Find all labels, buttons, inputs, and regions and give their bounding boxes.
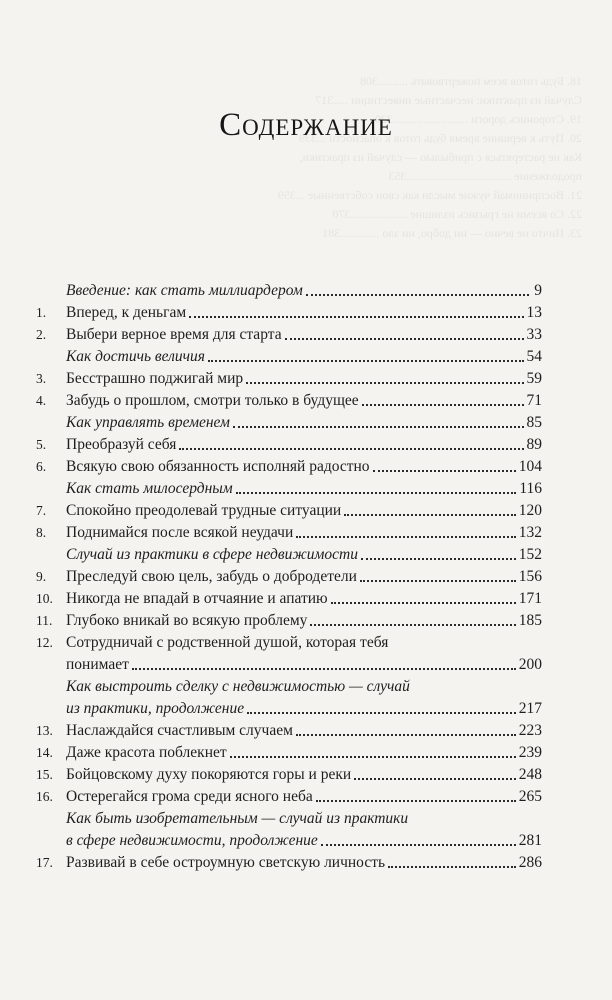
toc-entry bbox=[36, 324, 542, 346]
toc-text: Спокойно преодолевай трудные ситуации bbox=[66, 502, 342, 519]
toc-entry bbox=[36, 346, 542, 368]
toc-text: Бесстрашно поджигай мир bbox=[66, 370, 244, 387]
toc-leader bbox=[296, 734, 516, 736]
toc-leader bbox=[316, 800, 516, 802]
toc-text: Как стать милосердным bbox=[66, 480, 233, 497]
toc-entry bbox=[36, 390, 542, 412]
toc-number bbox=[36, 808, 66, 830]
toc-line bbox=[36, 742, 542, 764]
toc-entry bbox=[36, 544, 542, 566]
toc-number: 4. bbox=[36, 393, 47, 408]
toc-entry bbox=[36, 808, 542, 852]
toc-page-number: 85 bbox=[526, 414, 542, 431]
toc-entry bbox=[36, 632, 542, 676]
toc-leader bbox=[132, 668, 516, 670]
toc-line bbox=[36, 764, 542, 786]
toc-line bbox=[36, 280, 542, 302]
toc-entry bbox=[36, 566, 542, 588]
toc-text-continued: понимает bbox=[66, 656, 129, 673]
ghost-line: 21. Воспринимай чужие мысли как свои собственные ...359 bbox=[277, 188, 582, 202]
toc-line bbox=[36, 522, 542, 544]
toc-entry bbox=[36, 478, 542, 500]
ghost-line: продолжение ...................................353 bbox=[388, 169, 582, 183]
toc-page-number: 185 bbox=[518, 612, 542, 629]
toc-text: Введение: как стать миллиардером bbox=[66, 282, 303, 299]
ghost-line: 22. Со всеми не грызись излишне ...................370 bbox=[332, 207, 582, 221]
toc-page-number: 217 bbox=[518, 700, 542, 717]
toc-number: 3. bbox=[36, 371, 47, 386]
ghost-line: 20. Путь к вершине время будь готов к опасности ...339 bbox=[299, 131, 582, 145]
ghost-line: 18. Будь готов всем пожертвовать ..........308 bbox=[359, 74, 582, 88]
toc-entry bbox=[36, 412, 542, 434]
toc-number bbox=[36, 676, 66, 698]
toc-number: 11. bbox=[36, 613, 53, 628]
toc-page-number: 239 bbox=[518, 744, 542, 761]
toc-number: 8. bbox=[36, 525, 47, 540]
toc-page-number: 120 bbox=[518, 502, 542, 519]
toc-line bbox=[36, 302, 542, 324]
toc-text: Бойцовскому духу покоряются горы и реки bbox=[66, 766, 352, 783]
toc-number: 13. bbox=[36, 723, 53, 738]
toc-line bbox=[36, 808, 542, 830]
toc-leader bbox=[246, 382, 523, 384]
ghost-line: 23. Ничто не вечно — ни добро, ни зло .............381 bbox=[322, 226, 582, 240]
toc-leader bbox=[361, 558, 516, 560]
toc-number: 9. bbox=[36, 569, 47, 584]
toc-line bbox=[36, 434, 542, 456]
toc-number: 14. bbox=[36, 745, 53, 760]
ghost-line: Как не растеряться с прибылью — случай из практики, bbox=[299, 150, 582, 164]
toc-text: Развивай в себе остроумную светскую личность bbox=[66, 854, 386, 871]
toc-page-number: 9 bbox=[534, 282, 542, 299]
toc-line bbox=[36, 368, 542, 390]
toc-leader bbox=[331, 602, 516, 604]
toc-entry bbox=[36, 434, 542, 456]
toc-line bbox=[36, 852, 542, 874]
toc-line bbox=[36, 654, 542, 676]
toc-number: 15. bbox=[36, 767, 53, 782]
toc-entry bbox=[36, 280, 542, 302]
toc-text: Всякую свою обязанность исполняй радостно bbox=[66, 458, 370, 475]
table-of-contents bbox=[36, 280, 542, 874]
toc-number: 12. bbox=[36, 635, 53, 650]
toc-entry bbox=[36, 368, 542, 390]
toc-page-number: 71 bbox=[526, 392, 542, 409]
toc-text: Наслаждайся счастливым случаем bbox=[66, 722, 293, 739]
toc-leader bbox=[189, 316, 523, 318]
toc-page-number: 116 bbox=[519, 480, 542, 497]
toc-number: 16. bbox=[36, 789, 53, 804]
toc-text: Преобразуй себя bbox=[66, 436, 177, 453]
toc-line bbox=[36, 830, 542, 852]
toc-page-number: 13 bbox=[526, 304, 542, 321]
toc-leader bbox=[344, 514, 516, 516]
toc-leader bbox=[310, 624, 515, 626]
toc-page-number: 200 bbox=[518, 656, 542, 673]
toc-page-number: 59 bbox=[526, 370, 542, 387]
toc-page-number: 265 bbox=[518, 788, 542, 805]
toc-page-number: 248 bbox=[518, 766, 542, 783]
toc-line bbox=[36, 500, 542, 522]
toc-text: Как выстроить сделку с недвижимостью — случай bbox=[66, 678, 410, 695]
toc-entry bbox=[36, 500, 542, 522]
toc-leader bbox=[208, 360, 524, 362]
toc-page-number: 223 bbox=[518, 722, 542, 739]
toc-line bbox=[36, 632, 542, 654]
toc-leader bbox=[360, 580, 516, 582]
toc-text-continued: в сфере недвижимости, продолжение bbox=[66, 832, 318, 849]
toc-line bbox=[36, 676, 542, 698]
page-title: Содержание bbox=[219, 107, 393, 143]
toc-line bbox=[36, 390, 542, 412]
toc-number: 1. bbox=[36, 305, 47, 320]
toc-entry bbox=[36, 742, 542, 764]
toc-number: 10. bbox=[36, 591, 53, 606]
toc-leader bbox=[321, 844, 516, 846]
toc-line bbox=[36, 588, 542, 610]
toc-number: 5. bbox=[36, 437, 47, 452]
toc-leader bbox=[306, 294, 529, 296]
toc-entry bbox=[36, 676, 542, 720]
toc-leader bbox=[247, 712, 516, 714]
toc-entry bbox=[36, 852, 542, 874]
toc-line bbox=[36, 610, 542, 632]
toc-text-continued: из практики, продолжение bbox=[66, 700, 245, 717]
toc-page-number: 156 bbox=[518, 568, 542, 585]
ghost-line: Случай из практики: несчастные инвестиции .....317 bbox=[315, 93, 582, 107]
toc-entry bbox=[36, 786, 542, 808]
toc-page-number: 132 bbox=[518, 524, 542, 541]
toc-text: Сотрудничай с родственной душой, которая тебя bbox=[66, 634, 389, 651]
toc-line bbox=[36, 720, 542, 742]
toc-page-number: 33 bbox=[526, 326, 542, 343]
toc-number: 17. bbox=[36, 855, 53, 870]
toc-text: Поднимайся после всякой неудачи bbox=[66, 524, 294, 541]
toc-text: Преследуй свою цель, забудь о добродетели bbox=[66, 568, 357, 585]
toc-line bbox=[36, 544, 542, 566]
toc-leader bbox=[233, 426, 524, 428]
toc-text: Как быть изобретательным — случай из практики bbox=[66, 810, 409, 827]
toc-line bbox=[36, 412, 542, 434]
toc-text: Как управлять временем bbox=[66, 414, 230, 431]
toc-leader bbox=[296, 536, 516, 538]
toc-leader bbox=[388, 866, 516, 868]
toc-page-number: 281 bbox=[518, 832, 542, 849]
toc-text: Никогда не впадай в отчаяние и апатию bbox=[66, 590, 328, 607]
toc-entry bbox=[36, 610, 542, 632]
toc-line bbox=[36, 456, 542, 478]
toc-leader bbox=[362, 404, 524, 406]
toc-leader bbox=[230, 756, 516, 758]
toc-page-number: 286 bbox=[518, 854, 542, 871]
toc-page-number: 152 bbox=[518, 546, 542, 563]
toc-text: Глубоко вникай во всякую проблему bbox=[66, 612, 308, 629]
toc-line bbox=[36, 324, 542, 346]
toc-page-number: 54 bbox=[526, 348, 542, 365]
toc-number: 6. bbox=[36, 459, 47, 474]
toc-leader bbox=[373, 470, 516, 472]
toc-text: Остерегайся грома среди ясного неба bbox=[66, 788, 313, 805]
toc-number: 7. bbox=[36, 503, 47, 518]
toc-leader bbox=[179, 448, 523, 450]
toc-entry bbox=[36, 456, 542, 478]
toc-text: Как достичь величия bbox=[66, 348, 205, 365]
toc-entry bbox=[36, 522, 542, 544]
toc-text: Даже красота поблекнет bbox=[66, 744, 227, 761]
toc-number: 2. bbox=[36, 327, 47, 342]
toc-page-number: 89 bbox=[526, 436, 542, 453]
toc-page-number: 104 bbox=[518, 458, 542, 475]
toc-leader bbox=[236, 492, 517, 494]
toc-entry bbox=[36, 588, 542, 610]
toc-line bbox=[36, 786, 542, 808]
toc-line bbox=[36, 478, 542, 500]
toc-entry bbox=[36, 720, 542, 742]
toc-line bbox=[36, 566, 542, 588]
toc-leader bbox=[354, 778, 516, 780]
toc-text: Выбери верное время для старта bbox=[66, 326, 282, 343]
toc-line bbox=[36, 346, 542, 368]
toc-entry bbox=[36, 764, 542, 786]
toc-entry bbox=[36, 302, 542, 324]
toc-leader bbox=[285, 338, 524, 340]
toc-text: Случай из практики в сфере недвижимости bbox=[66, 546, 358, 563]
toc-text: Вперед, к деньгам bbox=[66, 304, 187, 321]
toc-text: Забудь о прошлом, смотри только в будущее bbox=[66, 392, 359, 409]
ghost-line: 19. Сторонись дороги .........................329 bbox=[374, 112, 582, 126]
toc-page-number: 171 bbox=[518, 590, 542, 607]
toc-line bbox=[36, 698, 542, 720]
